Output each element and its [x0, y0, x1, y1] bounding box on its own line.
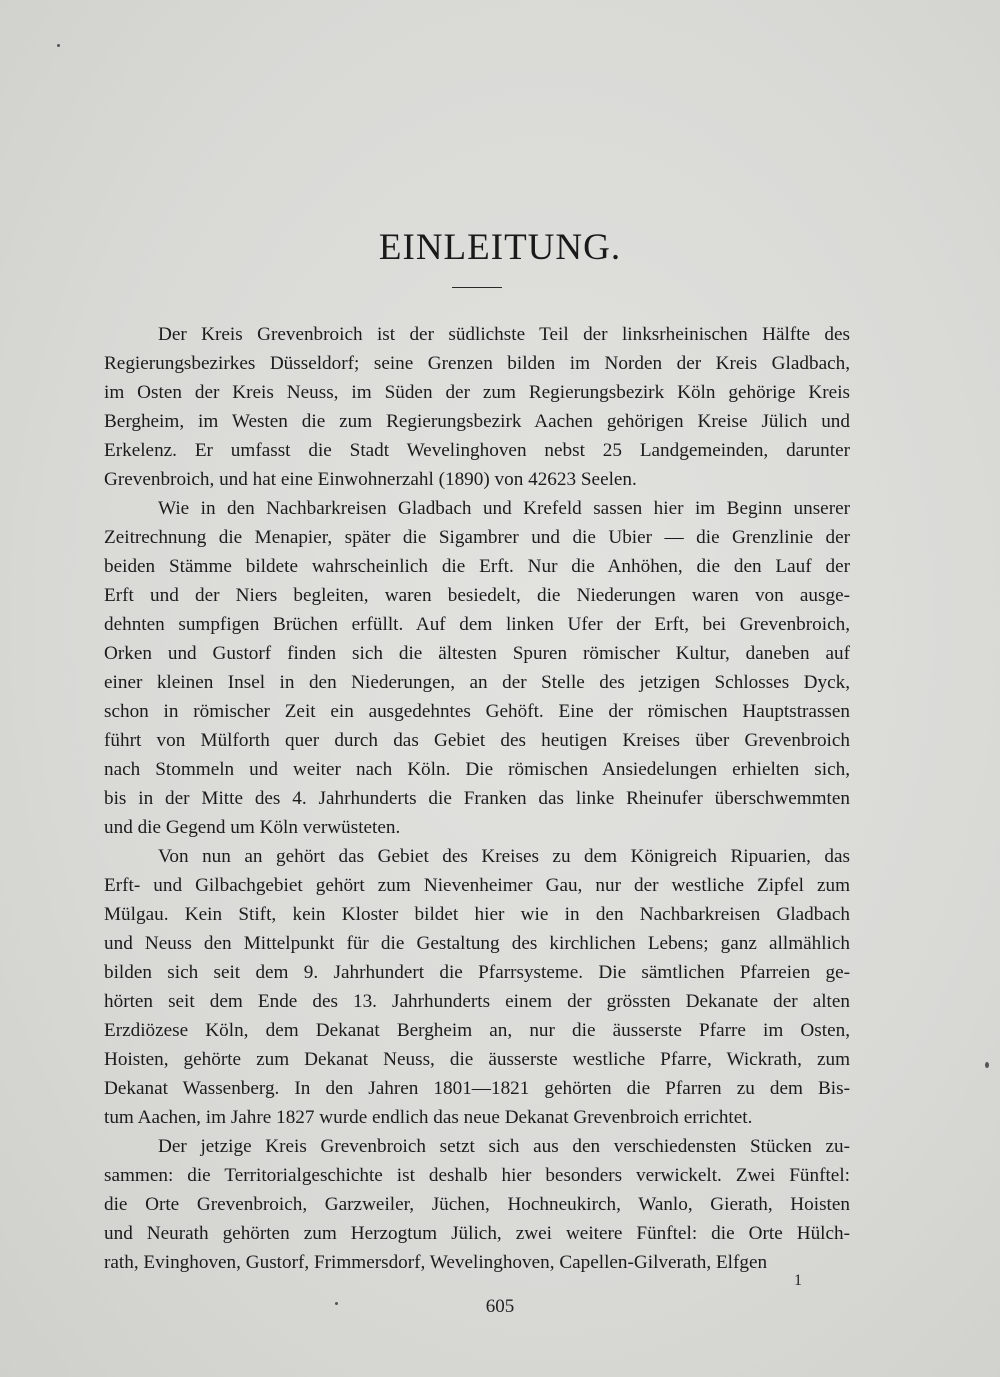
signature-mark: 1 [794, 1272, 802, 1289]
text-line: dehnten sumpfigen Brüchen erfüllt. Auf dem linken Ufer der Erft, bei Grevenbroich, [104, 614, 850, 635]
text-line: Zeitrechnung die Menapier, später die Sigambrer und die Ubier — die Grenzlinie der [104, 527, 850, 548]
text-line: Der jetzige Kreis Grevenbroich setzt sich aus den verschiedensten Stücken zu- [158, 1136, 850, 1157]
page-number: 605 [485, 1296, 515, 1317]
text-line: Mülgau. Kein Stift, kein Kloster bildet hier wie in den Nachbarkreisen Gladbach [104, 904, 850, 925]
text-line: sammen: die Territorialgeschichte ist deshalb hier besonders verwickelt. Zwei Fünftel: [104, 1165, 850, 1186]
text-line: einer kleinen Insel in den Niederungen, an der Stelle des jetzigen Schlosses Dyck, [104, 672, 850, 693]
text-line: Regierungsbezirkes Düsseldorf; seine Grenzen bilden im Norden der Kreis Gladbach, [104, 353, 850, 374]
text-line: und Neuss den Mittelpunkt für die Gestaltung des kirchlichen Lebens; ganz allmählich [104, 933, 850, 954]
paragraph [104, 494, 850, 842]
text-line: führt von Mülforth quer durch das Gebiet des heutigen Kreises über Grevenbroich [104, 730, 850, 751]
text-line: Erkelenz. Er umfasst die Stadt Wevelinghoven nebst 25 Landgemeinden, darunter [104, 440, 850, 461]
print-speck [985, 1062, 989, 1068]
title-rule [452, 287, 502, 288]
text-line: Wie in den Nachbarkreisen Gladbach und Krefeld sassen hier im Beginn unserer [158, 498, 850, 519]
text-line: Von nun an gehört das Gebiet des Kreises zu dem Königreich Ripuarien, das [158, 846, 850, 867]
text-line: Der Kreis Grevenbroich ist der südlichste Teil der linksrheinischen Hälfte des [158, 324, 850, 345]
text-line: Hoisten, gehörte zum Dekanat Neuss, die äusserste westliche Pfarre, Wickrath, zum [104, 1049, 850, 1070]
text-line: beiden Stämme bildete wahrscheinlich die Erft. Nur die Anhöhen, die den Lauf der [104, 556, 850, 577]
text-line: Erft und der Niers begleiten, waren besiedelt, die Niederungen waren von ausge- [104, 585, 850, 606]
text-line: und Neurath gehörten zum Herzogtum Jülich, zwei weitere Fünftel: die Orte Hülch- [104, 1223, 850, 1244]
text-line: und die Gegend um Köln verwüsteten. [104, 817, 401, 838]
page-title: EINLEITUNG. [378, 227, 622, 268]
text-line: rath, Evinghoven, Gustorf, Frimmersdorf, Wevelinghoven, Capellen-Gilverath, Elfgen [104, 1252, 768, 1273]
paragraph [104, 1132, 850, 1277]
paragraph [104, 320, 850, 494]
text-line: Dekanat Wassenberg. In den Jahren 1801—1821 gehörten die Pfarren zu dem Bis- [104, 1078, 850, 1099]
text-line: bilden sich seit dem 9. Jahrhundert die Pfarrsysteme. Die sämtlichen Pfarreien ge- [104, 962, 850, 983]
text-line: hörten seit dem Ende des 13. Jahrhunderts einem der grössten Dekanate der alten [104, 991, 850, 1012]
text-line: bis in der Mitte des 4. Jahrhunderts die Franken das linke Rheinufer überschwemmten [104, 788, 850, 809]
text-line: nach Stommeln und weiter nach Köln. Die römischen Ansiedelungen erhielten sich, [104, 759, 850, 780]
text-line: schon in römischer Zeit ein ausgedehntes Gehöft. Eine der römischen Hauptstrassen [104, 701, 850, 722]
text-line: Grevenbroich, und hat eine Einwohnerzahl (1890) von 42623 Seelen. [104, 469, 637, 490]
paragraph [104, 842, 850, 1132]
text-line: Bergheim, im Westen die zum Regierungsbezirk Aachen gehörigen Kreise Jülich und [104, 411, 850, 432]
print-speck [57, 44, 60, 47]
text-line: tum Aachen, im Jahre 1827 wurde endlich das neue Dekanat Grevenbroich errichtet. [104, 1107, 753, 1128]
text-line: Orken und Gustorf finden sich die ältesten Spuren römischer Kultur, daneben auf [104, 643, 850, 664]
body-text [104, 320, 850, 1277]
text-line: Erzdiözese Köln, dem Dekanat Bergheim an, nur die äusserste Pfarre im Osten, [104, 1020, 850, 1041]
text-line: Erft- und Gilbachgebiet gehört zum Nievenheimer Gau, nur der westliche Zipfel zum [104, 875, 850, 896]
text-line: im Osten der Kreis Neuss, im Süden der zum Regierungsbezirk Köln gehörige Kreis [104, 382, 850, 403]
text-line: die Orte Grevenbroich, Garzweiler, Jüchen, Hochneukirch, Wanlo, Gierath, Hoisten [104, 1194, 850, 1215]
